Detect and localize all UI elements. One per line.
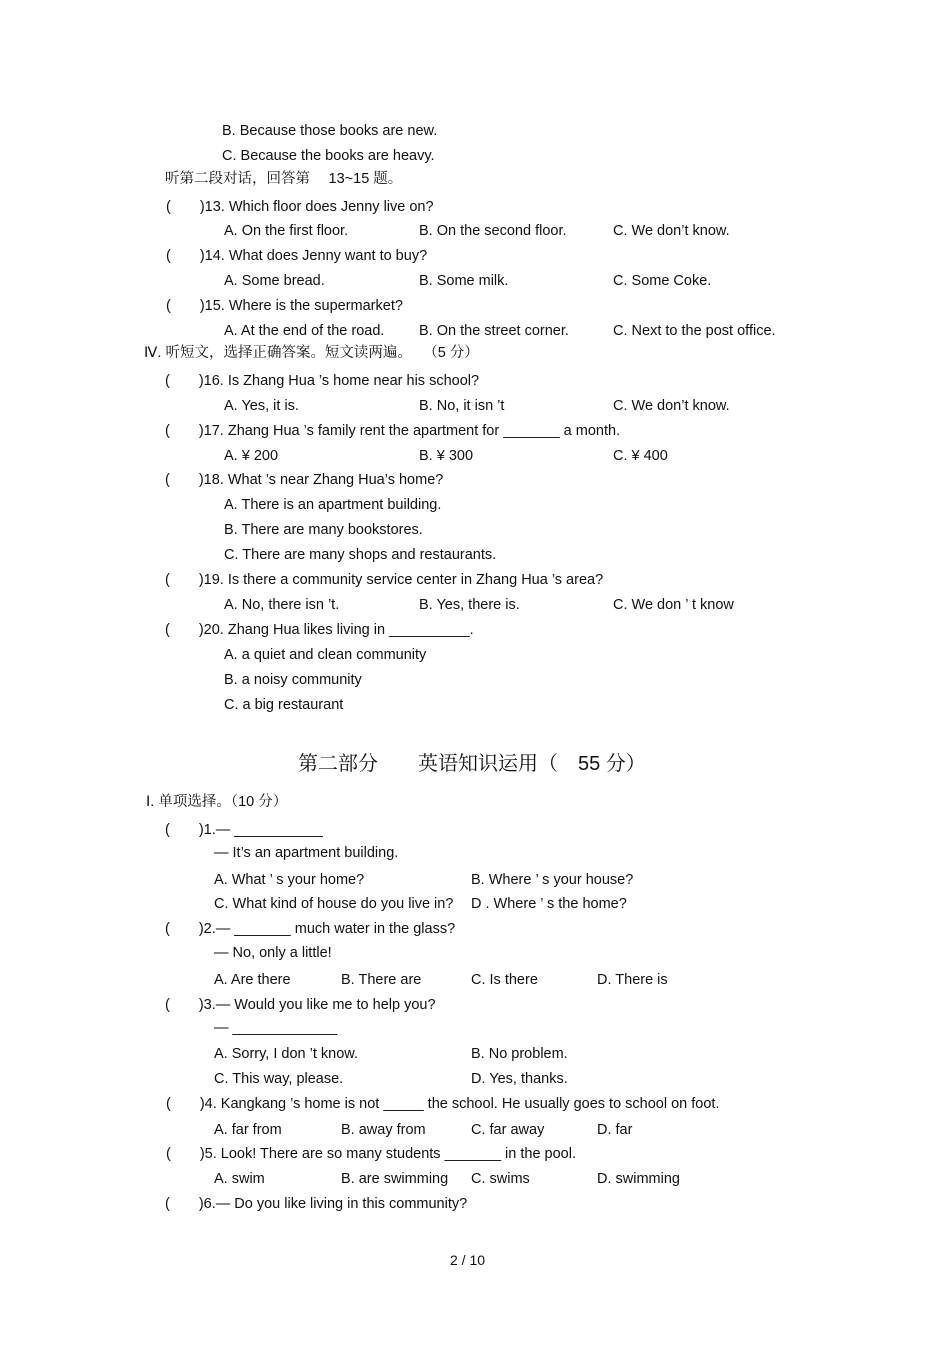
answer-option: C. ¥ 400 [613, 448, 668, 464]
text-line: ( )2.— _______ much water in the glass? [165, 921, 456, 937]
text-line: Ⅰ. 单项选择。（10 分） [146, 794, 288, 810]
text-line: ( )19. Is there a community service center in Zhang Hua ’s area? [165, 572, 604, 588]
answer-option: B. No problem. [471, 1046, 568, 1062]
answer-option: D . Where ’ s the home? [471, 896, 627, 912]
answer-option: B. There are [341, 972, 422, 988]
text-line: ( )6.— Do you like living in this community? [165, 1196, 468, 1212]
text-line: 听第二段对话，回答第 13~15 题。 [165, 171, 403, 187]
answer-option: C. We don ’ t know [613, 597, 734, 613]
answer-option: B. away from [341, 1122, 426, 1138]
section-heading: 第二部分 英语知识运用（ 55 分） [298, 753, 646, 775]
text-line: C. There are many shops and restaurants. [224, 547, 497, 563]
answer-option: A. Yes, it is. [224, 398, 299, 414]
text-line: ( )4. Kangkang ’s home is not _____ the school. He usually goes to school on foot. [166, 1096, 720, 1112]
text-line: ( )20. Zhang Hua likes living in __________. [165, 622, 474, 638]
page-number: 2 / 10 [450, 1252, 486, 1268]
answer-option: A. What ’ s your home? [214, 872, 365, 888]
answer-option: B. Some milk. [419, 273, 509, 289]
text-line: ( )13. Which floor does Jenny live on? [166, 199, 434, 215]
answer-option: A. ¥ 200 [224, 448, 279, 464]
answer-option: A. far from [214, 1122, 282, 1138]
answer-option: D. swimming [597, 1171, 680, 1187]
answer-option: C. Next to the post office. [613, 323, 776, 339]
text-line: ( )15. Where is the supermarket? [166, 298, 403, 314]
answer-option: A. Are there [214, 972, 291, 988]
answer-option: C. We don’t know. [613, 223, 730, 239]
answer-option: B. ¥ 300 [419, 448, 474, 464]
text-line: ( )1.— ___________ [165, 822, 323, 838]
answer-option: C. swims [471, 1171, 530, 1187]
answer-option: C. We don’t know. [613, 398, 730, 414]
answer-option: C. Is there [471, 972, 538, 988]
text-line: — No, only a little! [214, 945, 332, 961]
answer-option: B. are swimming [341, 1171, 449, 1187]
text-line: ( )16. Is Zhang Hua ’s home near his school? [165, 373, 480, 389]
answer-option: A. Some bread. [224, 273, 325, 289]
answer-option: C. What kind of house do you live in? [214, 896, 454, 912]
answer-option: B. Where ’ s your house? [471, 872, 634, 888]
text-line: B. a noisy community [224, 672, 362, 688]
text-line: B. Because those books are new. [222, 123, 438, 139]
text-line: C. Because the books are heavy. [222, 148, 435, 164]
answer-option: A. Sorry, I don ’t know. [214, 1046, 358, 1062]
text-line: — It’s an apartment building. [214, 845, 399, 861]
text-line: B. There are many bookstores. [224, 522, 423, 538]
text-line: C. a big restaurant [224, 697, 344, 713]
text-line: A. There is an apartment building. [224, 497, 442, 513]
text-line: ( )5. Look! There are so many students _______ in the pool. [166, 1146, 577, 1162]
text-line: ( )14. What does Jenny want to buy? [166, 248, 428, 264]
answer-option: B. No, it isn ’t [419, 398, 505, 414]
text-line: Ⅳ. 听短文，选择正确答案。短文读两遍。 （5 分） [144, 345, 479, 361]
text-line: ( )17. Zhang Hua ’s family rent the apartment for _______ a month. [165, 423, 621, 439]
answer-option: A. At the end of the road. [224, 323, 385, 339]
answer-option: B. On the second floor. [419, 223, 567, 239]
answer-option: B. Yes, there is. [419, 597, 520, 613]
answer-option: D. There is [597, 972, 668, 988]
answer-option: A. On the first floor. [224, 223, 349, 239]
answer-option: B. On the street corner. [419, 323, 569, 339]
answer-option: D. Yes, thanks. [471, 1071, 568, 1087]
answer-option: C. This way, please. [214, 1071, 344, 1087]
text-line: ( )3.— Would you like me to help you? [165, 997, 436, 1013]
answer-option: A. swim [214, 1171, 265, 1187]
text-line: ( )18. What ’s near Zhang Hua’s home? [165, 472, 444, 488]
answer-option: C. Some Coke. [613, 273, 712, 289]
answer-option: A. No, there isn ’t. [224, 597, 340, 613]
answer-option: D. far [597, 1122, 633, 1138]
text-line: — _____________ [214, 1020, 338, 1036]
answer-option: C. far away [471, 1122, 545, 1138]
text-line: A. a quiet and clean community [224, 647, 427, 663]
